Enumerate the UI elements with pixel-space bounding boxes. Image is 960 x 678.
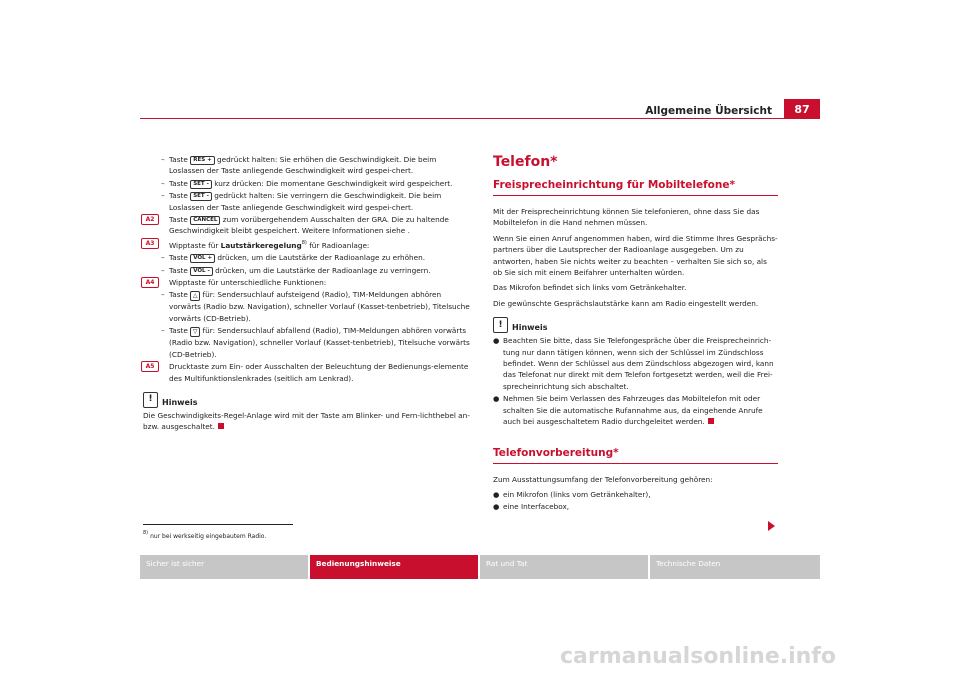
set-minus-key-icon: SET - xyxy=(190,192,212,201)
subsection-title-freisprech: Freisprecheinrichtung für Mobiltelefone* xyxy=(493,178,778,196)
list-item: – Taste VOL - drücken, um die Lautstärke der Radioanlage zu verringern. xyxy=(161,265,431,275)
footnote-divider xyxy=(143,524,293,525)
callout-a5: A5 xyxy=(141,361,159,372)
list-item: – Taste RES + gedrückt halten: Sie erhöhen die Geschwindigkeit. Die beim Loslassen der Taste anliegende Geschwindigkeit wird gespei-chert. xyxy=(161,155,437,176)
note-heading: ! Hinweis xyxy=(143,392,471,408)
set-minus-key-icon: SET - xyxy=(190,180,212,189)
list-item-a3: A3 Wipptaste für Lautstärkeregelung$^{8)}$ für Radioanlage: xyxy=(143,238,471,251)
page-number: 87 xyxy=(784,99,820,119)
list-item: – Taste ▽ für: Sendersuchlauf abfallend (Radio), TIM-Meldungen abhören vorwärts (Radio bzw. Navigation), schneller Vorlauf (Kasset-tenbetrieb), Titelsuche vorwärts (CD-Betrieb). xyxy=(161,326,470,359)
left-column xyxy=(143,154,471,433)
bullet-item: ● Nehmen Sie beim Verlassen des Fahrzeuges das Mobiltelefon mit oder schalten Sie die automatische Rufannahme aus, da eingehende Anrufe auch bei ausgeschaltetem Radio durchgeleitet werden. xyxy=(493,394,763,427)
section-title-telefon: Telefon* xyxy=(493,154,558,170)
note-icon: ! xyxy=(143,392,158,408)
paragraph: Zum Ausstattungsumfang der Telefonvorbereitung gehören: xyxy=(493,474,713,484)
section-end-icon xyxy=(218,423,224,429)
page-header-title: Allgemeine Übersicht xyxy=(645,105,772,117)
footer-tab-bedienungshinweise[interactable]: Bedienungshinweise xyxy=(310,555,478,579)
footnote-ref: 8) xyxy=(301,239,307,246)
list-item-a4: A4 Wipptaste für unterschiedliche Funktionen: xyxy=(143,277,471,288)
subsection-title-telefonvorbereitung: Telefonvorbereitung* xyxy=(493,446,778,464)
note-icon: ! xyxy=(493,317,508,333)
bullet-item: ● ein Mikrofon (links vom Getränkehalter), xyxy=(493,489,651,499)
list-item: – Taste △ für: Sendersuchlauf aufsteigend (Radio), TIM-Meldungen abhören vorwärts (Radio bzw. Navigation), schneller Vorlauf (Kasset-tenbetrieb), Titelsuche vorwärts (CD-Betrieb). xyxy=(161,290,470,323)
list-item: – Taste SET - gedrückt halten: Sie verringern die Geschwindigkeit. Die beim Loslassen der Taste anliegende Geschwindigkeit wird gespei-chert. xyxy=(161,191,442,212)
header-divider xyxy=(140,118,820,119)
footer-tab-technische-daten[interactable]: Technische Daten xyxy=(650,555,820,579)
list-item: – Taste SET - kurz drücken: Die momentane Geschwindigkeit wird gespeichert. xyxy=(161,178,453,188)
list-item-a2: A2 Taste CANCEL zum vorübergehendem Ausschalten der GRA. Die zu haltende Geschwindigkeit bleibt gespeichert. Weitere Informationen siehe . xyxy=(143,214,471,237)
res-plus-key-icon: RES + xyxy=(190,156,214,165)
callout-a2: A2 xyxy=(141,214,159,225)
callout-a4: A4 xyxy=(141,277,159,288)
watermark: carmanualsonline.info xyxy=(560,644,836,669)
note-heading: ! Hinweis xyxy=(493,317,778,333)
paragraph: Das Mikrofon befindet sich links vom Getränkehalter. xyxy=(493,283,687,293)
paragraph: Wenn Sie einen Anruf angenommen haben, wird die Stimme Ihres Gesprächs-partners über die Lautsprecher der Radioanlage ausgegeben. Um zu antworten, haben Sie nichts weiter zu beachten – verhalten Sie sich so, als ob Sie sich mit einem Beifahrer unterhalten würden. xyxy=(493,233,778,278)
footer-tab-rat-und-tat[interactable]: Rat und Tat xyxy=(480,555,648,579)
list-item: – Taste VOL + drücken, um die Lautstärke der Radioanlage zu erhöhen. xyxy=(161,253,426,263)
vol-minus-key-icon: VOL - xyxy=(190,267,213,276)
cancel-key-icon: CANCEL xyxy=(190,216,220,225)
footnote: $^{8)}$ nur bei werkseitig eingebautem Radio. xyxy=(143,530,267,540)
paragraph: Die gewünschte Gesprächslautstärke kann am Radio eingestellt werden. xyxy=(493,298,759,308)
footer-tab-sicher[interactable]: Sicher ist sicher xyxy=(140,555,308,579)
list-item-a5: A5 Drucktaste zum Ein- oder Ausschalten der Beleuchtung der Bedienungs-elemente des Multifunktionslenkrades (seitlich am Lenkrad). xyxy=(143,361,471,384)
vol-plus-key-icon: VOL + xyxy=(190,254,215,263)
callout-a3: A3 xyxy=(141,238,159,249)
up-triangle-key-icon: △ xyxy=(190,291,200,301)
paragraph: Mit der Freisprecheinrichtung können Sie telefonieren, ohne dass Sie das Mobiltelefon in die Hand nehmen müssen. xyxy=(493,207,760,228)
note-text: Die Geschwindigkeits-Regel-Anlage wird mit der Taste am Blinker- und Fern-lichthebel an- bzw. ausgeschaltet. xyxy=(143,410,470,432)
section-end-icon xyxy=(708,418,714,424)
bullet-item: ● Beachten Sie bitte, dass Sie Telefongespräche über die Freisprecheinrich-tung nur dann tätigen können, wenn sich der Schlüssel im Zündschloss befindet. Wenn der Schlüssel aus dem Zündschloss abgezogen wird, kann das Telefonat nur direkt mit dem Telefon fortgesetzt werden, weil die Frei-sprecheinrichtung sich abschaltet. xyxy=(493,336,774,391)
next-page-arrow-icon xyxy=(768,521,775,531)
bullet-item: ● eine Interfacebox, xyxy=(493,502,570,512)
right-column xyxy=(493,154,778,514)
down-triangle-key-icon: ▽ xyxy=(190,327,200,337)
